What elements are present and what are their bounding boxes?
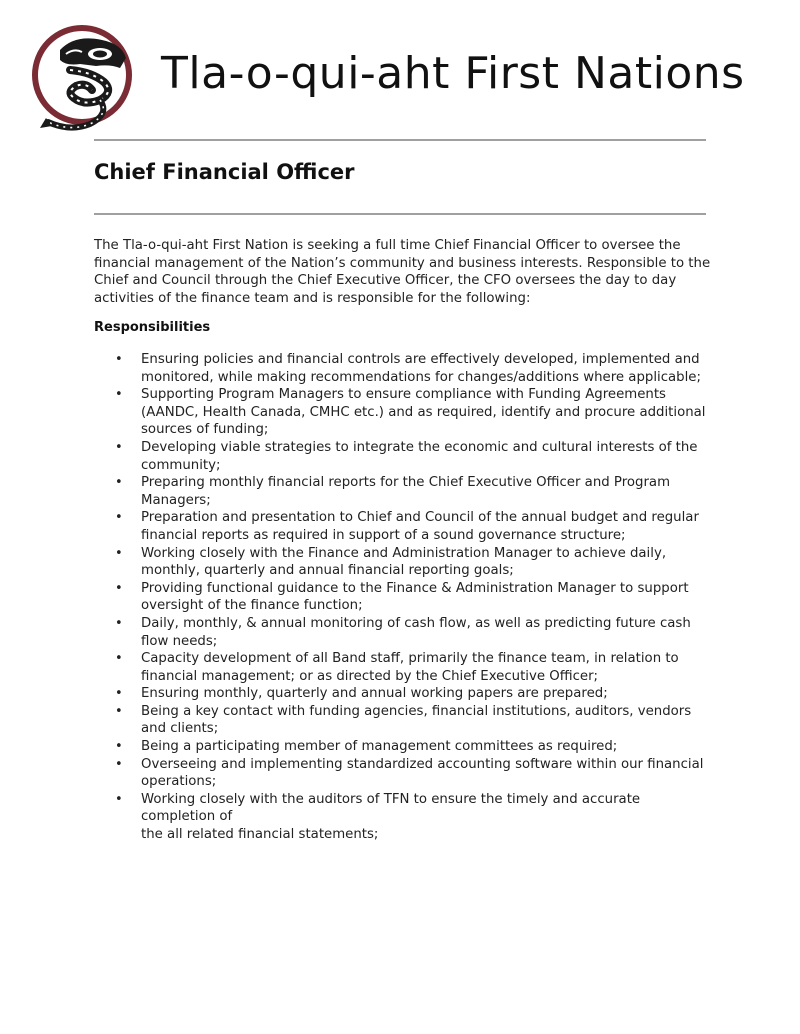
job-title: Chief Financial Officer — [94, 160, 355, 184]
list-item: • Developing viable strategies to integrate the economic and cultural interests of the community; — [112, 439, 712, 474]
list-item: • Supporting Program Managers to ensure compliance with Funding Agreements (AANDC, Health Canada, CMHC etc.) and as required, identify and procure additional sources of funding; — [112, 386, 712, 439]
organization-name: Tla-o-qui-aht First Nations — [161, 48, 745, 99]
list-item: • Overseeing and implementing standardized accounting software within our financial operations; — [112, 756, 712, 791]
list-item: • Ensuring policies and financial controls are effectively developed, implemented and monitored, while making recommendations for changes/additions where applicable; — [112, 351, 712, 386]
list-item: • Being a participating member of management committees as required; — [112, 738, 712, 756]
list-item: • Working closely with the Finance and Administration Manager to achieve daily, monthly, quarterly and annual financial reporting goals; — [112, 545, 712, 580]
bottom-divider — [94, 213, 706, 215]
list-item: • Preparing monthly financial reports for the Chief Executive Officer and Program Managers; — [112, 474, 712, 509]
list-item: • Being a key contact with funding agencies, financial institutions, auditors, vendors and clients; — [112, 703, 712, 738]
list-item: • Daily, monthly, & annual monitoring of cash flow, as well as predicting future cash flow needs; — [112, 615, 712, 650]
responsibilities-heading: Responsibilities — [94, 320, 211, 335]
letterhead — [30, 20, 750, 140]
list-item: • Preparation and presentation to Chief and Council of the annual budget and regular financial reports as required in support of a sound governance structure; — [112, 509, 712, 544]
list-item: • Ensuring monthly, quarterly and annual working papers are prepared; — [112, 685, 712, 703]
wolf-serpent-emblem-icon — [30, 20, 138, 134]
list-item: • Providing functional guidance to the Finance & Administration Manager to support oversight of the finance function; — [112, 580, 712, 615]
intro-paragraph: The Tla-o-qui-aht First Nation is seeking a full time Chief Financial Officer to oversee the financial management of the Nation’s community and business interests. Responsible to the Chief and Council through the Chief Executive Officer, the CFO oversees the day to day activities of the finance team and is responsible for the following: — [94, 238, 711, 306]
list-item: • Capacity development of all Band staff, primarily the finance team, in relation to financial management; or as directed by the Chief Executive Officer; — [112, 650, 712, 685]
list-item: • Working closely with the auditors of TFN to ensure the timely and accurate completion of the all related financial statements; — [112, 791, 712, 844]
top-divider — [94, 139, 706, 141]
responsibilities-list — [112, 351, 712, 844]
